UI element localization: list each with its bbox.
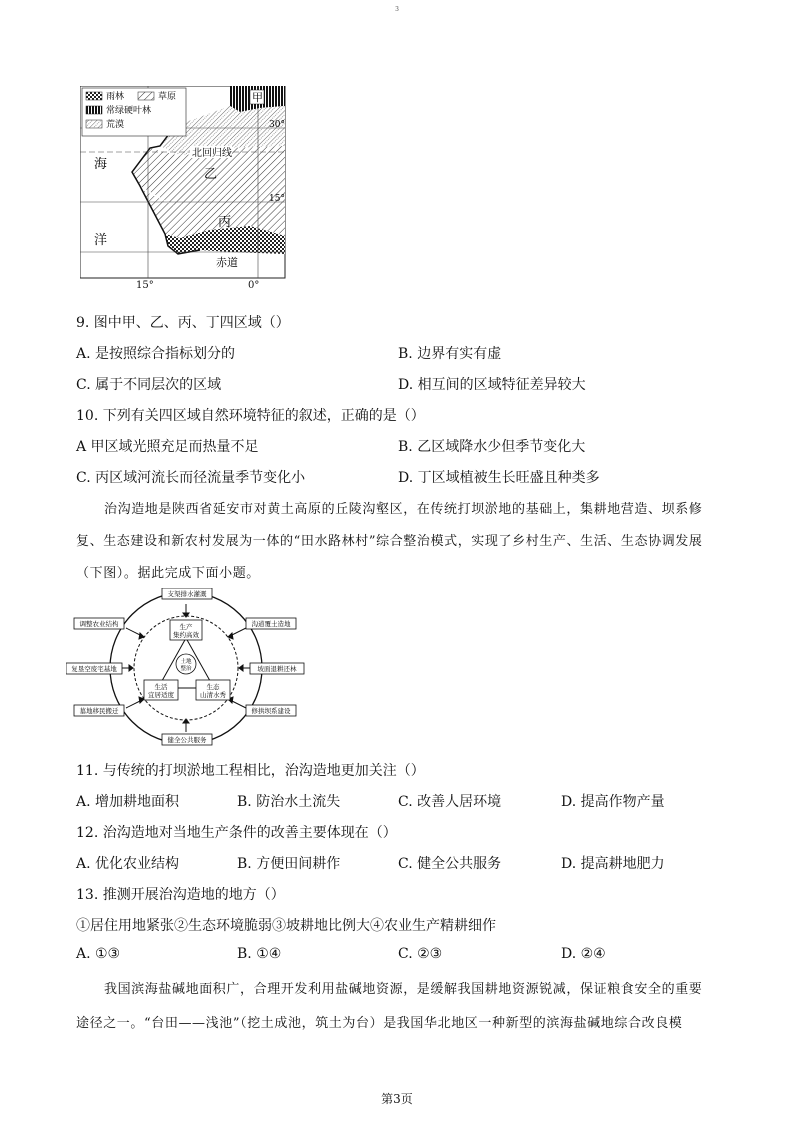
inner-br-1: 生态 (206, 683, 220, 691)
outer-label-right3: 修拱坝系建设 (251, 707, 291, 715)
passage2-line2: 途径之一。“台田——浅池”（挖土成池，筑土为台）是我国华北地区一种新型的滨海盐碱地综合改良模 (76, 1016, 683, 1031)
inner-box-top (170, 620, 202, 640)
q9-stem: 9. 图中甲、乙、丙、丁四区域（） (76, 315, 290, 331)
page-number: 第3页 (381, 1092, 413, 1106)
passage1-line1: 治沟造地是陕西省延安市对黄土高原的丘陵沟壑区，在传统打坝淤地的基础上，集耕地营造、坝系修 (104, 502, 703, 517)
outer-label-right2: 坡面退耕还林 (257, 665, 297, 673)
inner-top-2: 集约高效 (173, 631, 199, 639)
land-consolidation-diagram (66, 588, 306, 748)
inner-center (176, 654, 196, 674)
label-lon15: 15° (136, 280, 154, 291)
outer-box-left3 (74, 705, 124, 716)
q13-option-c[interactable]: C. ②③ (398, 946, 443, 962)
legend-evergreen: 常绿硬叶林 (106, 106, 152, 116)
inner-br-2: 山清水秀 (200, 691, 226, 699)
outer-box-bottom (162, 734, 212, 745)
q11-option-d[interactable]: D. 提高作物产量 (561, 794, 665, 810)
outer-box-right2 (250, 663, 304, 674)
outer-box-left1 (74, 618, 124, 629)
inner-box-bottom-left (144, 680, 178, 700)
inner-bl-2: 宜居适度 (148, 691, 174, 699)
passage2-line1: 我国滨海盐碱地面积广，合理开发利用盐碱地资源，是缓解我国耕地资源锐减，保证粮食安全的重要 (104, 982, 703, 997)
page-top-mark: 3 (395, 6, 399, 13)
label-lat30: 30° (269, 120, 285, 130)
legend-desert: 荒漠 (106, 120, 125, 130)
outer-box-right3 (246, 705, 296, 716)
label-lat15: 15° (269, 194, 285, 204)
outer-box-left2 (66, 663, 122, 674)
label-ocean: 洋 (94, 233, 108, 248)
label-jia: 甲 (252, 91, 263, 104)
q10-option-d[interactable]: D. 丁区域植被生长旺盛且种类多 (398, 470, 600, 486)
outer-label-top: 支渠排水灌溉 (167, 590, 207, 598)
q9-option-b[interactable]: B. 边界有实有虚 (398, 346, 502, 362)
q10-option-b[interactable]: B. 乙区域降水少但季节变化大 (398, 439, 586, 455)
passage1-line2: 复、生态建设和新农村发展为一体的“田水路林村”综合整治模式，实现了乡村生产、生活、生态协调发展 (76, 534, 703, 549)
q9-option-a[interactable]: A. 是按照综合指标划分的 (76, 346, 236, 362)
label-sea: 海 (94, 157, 108, 172)
label-lon0: 0° (248, 280, 260, 291)
outer-box-right1 (246, 618, 296, 629)
q13-option-b[interactable]: B. ①④ (237, 946, 282, 962)
q12-option-d[interactable]: D. 提高耕地肥力 (561, 856, 665, 872)
outer-box-top (162, 588, 212, 599)
q11-option-b[interactable]: B. 防治水土流失 (237, 794, 341, 810)
outer-label-left1: 调整农业结构 (79, 620, 119, 628)
inner-box-bottom-right (196, 680, 230, 700)
outer-label-right1: 沟道覆土造地 (251, 620, 291, 628)
vegetation-map (80, 86, 295, 282)
outer-label-bottom: 健全公共服务 (167, 736, 207, 744)
q11-stem: 11. 与传统的打坝淤地工程相比，治沟造地更加关注（） (76, 763, 425, 779)
center-1: 土地 (180, 659, 192, 665)
q13-option-a[interactable]: A. ①③ (76, 946, 121, 962)
q10-option-a[interactable]: A 甲区域光照充足而热量不足 (76, 439, 259, 455)
outer-label-left2: 复垦空废宅基地 (71, 665, 117, 673)
q11-option-a[interactable]: A. 增加耕地面积 (76, 794, 180, 810)
q13-stem: 13. 推测开展治沟造地的地方（） (76, 887, 285, 903)
q13-option-d[interactable]: D. ②④ (561, 946, 606, 962)
legend-grassland: 草原 (158, 92, 177, 102)
q9-option-c[interactable]: C. 属于不同层次的区域 (76, 377, 222, 393)
passage1-line3: （下图）。据此完成下面小题。 (76, 566, 260, 581)
q12-option-a[interactable]: A. 优化农业结构 (76, 856, 180, 872)
label-bing: 丙 (218, 215, 232, 230)
label-tropic: 北回归线 (192, 148, 232, 159)
legend (82, 88, 186, 136)
q10-stem: 10. 下列有关四区域自然环境特征的叙述，正确的是（） (76, 408, 425, 424)
center-2: 整治 (180, 666, 192, 672)
q10-option-c[interactable]: C. 丙区域河流长而径流量季节变化小 (76, 470, 306, 486)
label-equator: 赤道 (216, 256, 238, 269)
q9-option-d[interactable]: D. 相互间的区域特征差异较大 (398, 377, 586, 393)
q12-stem: 12. 治沟造地对当地生产条件的改善主要体现在（） (76, 825, 397, 841)
q13-items: ①居住用地紧张②生态环境脆弱③坡耕地比例大④农业生产精耕细作 (76, 918, 496, 934)
legend-rainforest: 雨林 (106, 92, 125, 102)
q12-option-b[interactable]: B. 方便田间耕作 (237, 856, 341, 872)
inner-top-1: 生产 (179, 623, 193, 631)
inner-bl-1: 生活 (154, 683, 168, 691)
q11-option-c[interactable]: C. 改善人居环境 (398, 794, 502, 810)
label-yi: 乙 (204, 167, 218, 182)
q12-option-c[interactable]: C. 健全公共服务 (398, 856, 502, 872)
outer-label-left3: 墓地移民搬迁 (79, 707, 119, 715)
